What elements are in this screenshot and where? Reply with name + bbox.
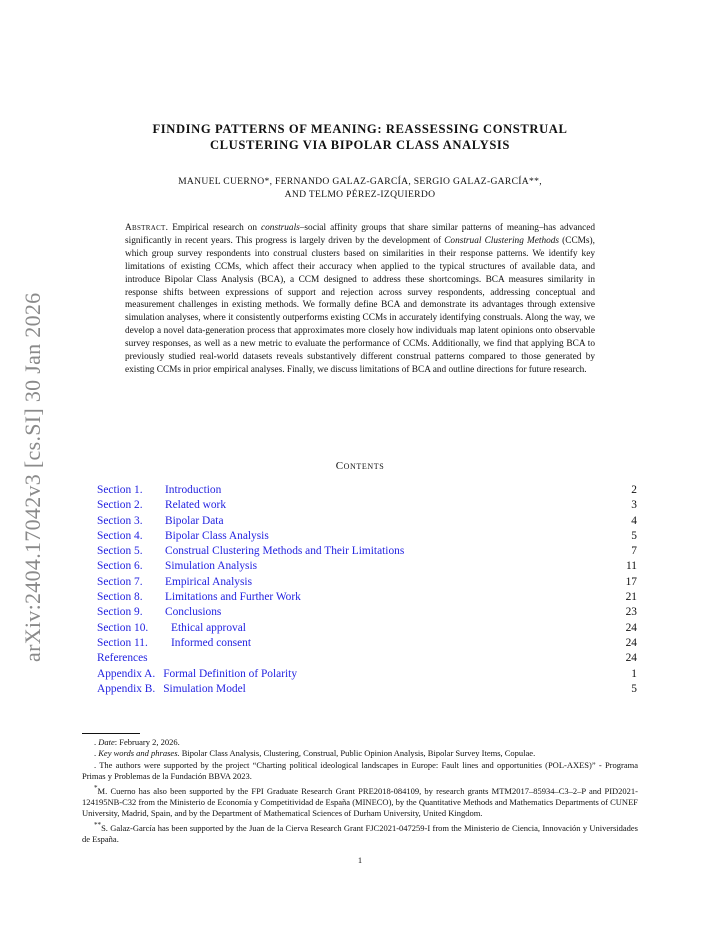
toc-entry[interactable]	[97, 651, 637, 666]
footnote-galaz	[82, 820, 638, 846]
toc-section-title[interactable]: Formal Definition of Polarity	[163, 667, 298, 680]
toc-page-number: 24	[625, 652, 637, 665]
footnotes	[82, 737, 638, 845]
keywords-value: Bipolar Class Analysis, Clustering, Construal, Public Opinion Analysis, Bipolar Survey Items, Copulae.	[179, 748, 536, 759]
footnote-date: . Date: February 2, 2026.	[94, 737, 180, 747]
toc-section-title[interactable]: Ethical approval	[171, 621, 246, 634]
toc-page-number: 3	[631, 499, 637, 512]
toc-page-number: 2	[631, 484, 637, 496]
toc-section-number[interactable]: Section 3.	[97, 514, 143, 527]
toc-section-title[interactable]: Bipolar Data	[165, 514, 224, 527]
toc-section-number[interactable]: Section 8.	[97, 591, 143, 604]
toc-entry[interactable]	[97, 544, 637, 559]
footnote-mark: *	[94, 783, 98, 792]
toc-page-number: 7	[631, 545, 637, 558]
toc-section-number[interactable]: Section 1.	[97, 484, 143, 496]
table-of-contents	[97, 483, 637, 697]
toc-page-number: 4	[631, 514, 637, 527]
toc-section-title[interactable]: Empirical Analysis	[165, 575, 252, 588]
toc-entry[interactable]	[97, 498, 637, 513]
page-number: 1	[357, 855, 363, 865]
authors-line-1: MANUEL CUERNO*, FERNANDO GALAZ-GARCÍA, SERGIO GALAZ-GARCÍA**,	[178, 176, 542, 187]
toc-page-number: 24	[625, 636, 637, 649]
toc-section-title[interactable]: Simulation Model	[163, 682, 246, 695]
footnote-mark: **	[94, 820, 102, 829]
toc-section-number[interactable]: Section 7.	[97, 575, 143, 588]
footnote-funding: . The authors were supported by the project “Charting political ideological landscapes in Europe: Fault lines and opportunities (POL-AXES)” - Programa Primas y Problemas de la Fundación BBVA 2023.	[82, 759, 638, 782]
paper-title-line-1: FINDING PATTERNS OF MEANING: REASSESSING CONSTRUAL	[152, 122, 568, 136]
abstract-text: Empirical research on	[168, 223, 262, 233]
toc-section-title[interactable]: Informed consent	[171, 636, 252, 649]
toc-page-number: 1	[631, 667, 637, 680]
toc-entry[interactable]	[97, 605, 637, 620]
toc-section-title[interactable]: Limitations and Further Work	[165, 591, 301, 604]
toc-entry[interactable]	[97, 636, 637, 651]
paper-title-line-2: CLUSTERING VIA BIPOLAR CLASS ANALYSIS	[209, 138, 511, 152]
toc-section-title[interactable]: Conclusions	[165, 606, 222, 619]
toc-entry[interactable]	[97, 667, 637, 682]
date-label: Date	[98, 737, 115, 747]
toc-entry[interactable]	[97, 590, 637, 605]
toc-section-title[interactable]: Simulation Analysis	[165, 560, 258, 573]
abstract-italic-construals: construals	[261, 223, 300, 233]
toc-page-number: 21	[625, 591, 637, 604]
footnote-cuerno-text: M. Cuerno has also been supported by the FPI Graduate Research Grant PRE2018-084109, by research grants MTM2017–85934–C3–2–P and PID2021-124195NB-C32 from the Ministerio de Economía y Competitividad de España (MINECO), by the Quantitative Methods and Mathematics Departments of CUNEF University, Madrid, Spain, and by the Department of Mathematical Sciences of Durham University, United Kingdom.	[82, 785, 638, 819]
footnote-keywords: . Key words and phrases. Bipolar Class Analysis, Clustering, Construal, Public Opinion Analysis, Bipolar Survey Items, Copulae.	[94, 748, 536, 759]
abstract-text: –social affinity groups that share similar patterns of meaning–has advanced significantly in recent years. This progress is largely driven by the development of	[125, 223, 595, 246]
toc-section-number[interactable]: Appendix A.	[97, 667, 156, 680]
footnote-rule	[82, 733, 140, 734]
toc-section-title[interactable]: Introduction	[165, 484, 222, 496]
toc-section-number[interactable]: Section 6.	[97, 560, 143, 573]
toc-page-number: 17	[625, 575, 637, 588]
toc-page-number: 5	[631, 682, 637, 695]
abstract-italic-ccm: Construal Clustering Methods	[444, 235, 560, 246]
toc-page-number: 5	[631, 529, 637, 542]
abstract-text: (CCMs), which group survey respondents into construal clusters based on similarities in their response patterns. We identify key limitations of existing CCMs, which affect their accuracy when applied to the typical structures of available data, and introduce Bipolar Class Analysis (BCA), a CCM designed to address these shortcomings. BCA measures similarity in response shifts between expressions of support and rejection across survey respondents, addressing conceptual and measurement challenges in existing methods. We formally define BCA and demonstrate its advantages through extensive simulation analyses, where it consistently outperforms existing CCMs in accurately identifying construals. Along the way, we develop a novel data-generation process that approximates more closely how individuals map latent opinions onto observable survey responses, as well as a new metric to evaluate the performance of CCMs. Additionally, we find that applying BCA to previously studied real-world datasets reveals substantively different construal patterns compared to those generated by existing CCMs in prior empirical analyses. Finally, we discuss limitations of BCA and outline directions for future research.	[125, 235, 595, 375]
toc-section-title[interactable]: Bipolar Class Analysis	[165, 529, 269, 542]
toc-entry[interactable]	[97, 559, 637, 574]
toc-section-number[interactable]: Appendix B.	[97, 682, 156, 695]
toc-section-number[interactable]: Section 2.	[97, 499, 143, 512]
toc-entry[interactable]	[97, 529, 637, 544]
toc-section-title[interactable]: Related work	[165, 499, 227, 512]
arxiv-identifier-stamp: arXiv:2404.17042v3 [cs.SI] 30 Jan 2026	[20, 292, 45, 662]
toc-section-number[interactable]: References	[97, 652, 148, 665]
toc-section-number[interactable]: Section 9.	[97, 606, 143, 619]
date-value: : February 2, 2026.	[114, 737, 180, 747]
toc-entry[interactable]	[97, 483, 637, 498]
toc-entry[interactable]	[97, 575, 637, 590]
authors-line-2: AND TELMO PÉREZ-IZQUIERDO	[284, 189, 436, 200]
toc-entry[interactable]	[97, 514, 637, 529]
toc-page-number: 24	[625, 621, 637, 634]
toc-section-number[interactable]: Section 10.	[97, 621, 149, 634]
toc-section-number[interactable]: Section 4.	[97, 529, 143, 542]
footnote-galaz-text: S. Galaz-García has been supported by the Juan de la Cierva Research Grant FJC2021-047259-I from the Ministerio de Ciencia, Innovación y Universidades de España.	[82, 822, 638, 844]
abstract	[125, 222, 595, 377]
toc-page-number: 23	[625, 606, 637, 619]
toc-section-number[interactable]: Section 5.	[97, 545, 143, 558]
footnote-cuerno	[82, 783, 638, 820]
contents-heading: Contents	[335, 460, 385, 472]
keywords-label: Key words and phrases.	[98, 748, 180, 759]
toc-section-number[interactable]: Section 11.	[97, 636, 148, 649]
toc-entry[interactable]	[97, 621, 637, 636]
toc-section-title[interactable]: Construal Clustering Methods and Their Limitations	[165, 545, 405, 558]
toc-page-number: 11	[626, 560, 637, 573]
abstract-label: Abstract.	[125, 223, 169, 233]
toc-entry[interactable]	[97, 682, 637, 697]
